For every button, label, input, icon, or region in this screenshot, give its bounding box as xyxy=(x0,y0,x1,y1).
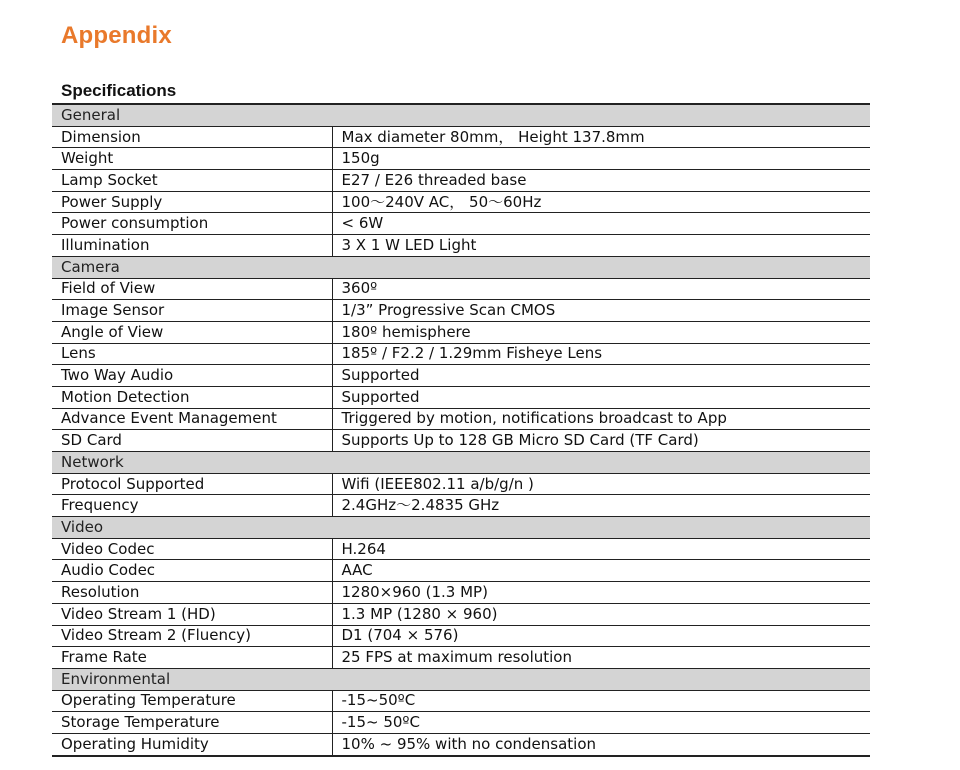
table-row xyxy=(52,625,870,647)
spec-value: Supports Up to 128 GB Micro SD Card (TF Card) xyxy=(332,430,870,452)
spec-label: Angle of View xyxy=(52,321,332,343)
page-title: Appendix xyxy=(61,22,172,49)
spec-label: Image Sensor xyxy=(52,300,332,322)
spec-label: Lens xyxy=(52,343,332,365)
specifications-table-body xyxy=(52,104,870,756)
spec-value: 360º xyxy=(332,278,870,300)
spec-label: Frequency xyxy=(52,495,332,517)
section-row-camera xyxy=(52,256,870,278)
table-row xyxy=(52,278,870,300)
table-row xyxy=(52,495,870,517)
spec-label: Weight xyxy=(52,148,332,170)
table-row xyxy=(52,386,870,408)
table-row xyxy=(52,560,870,582)
spec-label: SD Card xyxy=(52,430,332,452)
spec-value: 3 X 1 W LED Light xyxy=(332,235,870,257)
spec-value: 2.4GHz～2.4835 GHz xyxy=(332,495,870,517)
table-row xyxy=(52,170,870,192)
spec-label: Power Supply xyxy=(52,191,332,213)
spec-label: Operating Temperature xyxy=(52,690,332,712)
spec-value: Triggered by motion, notifications broadcast to App xyxy=(332,408,870,430)
spec-label: Power consumption xyxy=(52,213,332,235)
table-row xyxy=(52,733,870,755)
spec-value: AAC xyxy=(332,560,870,582)
spec-value: Supported xyxy=(332,365,870,387)
spec-label: Operating Humidity xyxy=(52,733,332,755)
spec-value: -15~ 50ºC xyxy=(332,712,870,734)
section-title: Video xyxy=(52,517,870,539)
spec-value: Supported xyxy=(332,386,870,408)
table-row xyxy=(52,213,870,235)
spec-value: < 6W xyxy=(332,213,870,235)
spec-value: 10% ~ 95% with no condensation xyxy=(332,733,870,755)
spec-label: Frame Rate xyxy=(52,647,332,669)
table-row xyxy=(52,343,870,365)
spec-label: Audio Codec xyxy=(52,560,332,582)
table-row xyxy=(52,712,870,734)
table-row xyxy=(52,300,870,322)
section-title: General xyxy=(52,104,870,126)
spec-value: -15~50ºC xyxy=(332,690,870,712)
spec-label: Resolution xyxy=(52,582,332,604)
spec-value: 1.3 MP (1280 × 960) xyxy=(332,603,870,625)
spec-value: 1/3” Progressive Scan CMOS xyxy=(332,300,870,322)
section-title: Camera xyxy=(52,256,870,278)
spec-label: Lamp Socket xyxy=(52,170,332,192)
table-row xyxy=(52,538,870,560)
table-row xyxy=(52,321,870,343)
table-row xyxy=(52,603,870,625)
spec-label: Motion Detection xyxy=(52,386,332,408)
table-row xyxy=(52,690,870,712)
spec-label: Field of View xyxy=(52,278,332,300)
spec-label: Storage Temperature xyxy=(52,712,332,734)
spec-value: 25 FPS at maximum resolution xyxy=(332,647,870,669)
spec-value: Wifi (IEEE802.11 a/b/g/n ) xyxy=(332,473,870,495)
section-title: Network xyxy=(52,452,870,474)
section-heading: Specifications xyxy=(61,81,177,100)
spec-value: 185º / F2.2 / 1.29mm Fisheye Lens xyxy=(332,343,870,365)
spec-value: D1 (704 × 576) xyxy=(332,625,870,647)
spec-label: Video Stream 1 (HD) xyxy=(52,603,332,625)
table-row xyxy=(52,647,870,669)
spec-value: 150g xyxy=(332,148,870,170)
table-row xyxy=(52,408,870,430)
spec-label: Dimension xyxy=(52,126,332,148)
table-row xyxy=(52,365,870,387)
section-row-general xyxy=(52,104,870,126)
spec-value: H.264 xyxy=(332,538,870,560)
spec-label: Video Codec xyxy=(52,538,332,560)
spec-label: Illumination xyxy=(52,235,332,257)
table-row xyxy=(52,582,870,604)
table-row xyxy=(52,473,870,495)
section-row-network xyxy=(52,452,870,474)
table-row xyxy=(52,191,870,213)
table-row xyxy=(52,148,870,170)
section-row-video xyxy=(52,517,870,539)
spec-value: 100～240V AC， 50～60Hz xyxy=(332,191,870,213)
table-row xyxy=(52,235,870,257)
table-row xyxy=(52,126,870,148)
spec-label: Video Stream 2 (Fluency) xyxy=(52,625,332,647)
spec-value: E27 / E26 threaded base xyxy=(332,170,870,192)
specifications-table xyxy=(52,103,870,757)
spec-value: 180º hemisphere xyxy=(332,321,870,343)
spec-label: Protocol Supported xyxy=(52,473,332,495)
section-title: Environmental xyxy=(52,668,870,690)
spec-label: Advance Event Management xyxy=(52,408,332,430)
spec-value: 1280×960 (1.3 MP) xyxy=(332,582,870,604)
spec-value: Max diameter 80mm， Height 137.8mm xyxy=(332,126,870,148)
table-row xyxy=(52,430,870,452)
section-row-environmental xyxy=(52,668,870,690)
spec-label: Two Way Audio xyxy=(52,365,332,387)
